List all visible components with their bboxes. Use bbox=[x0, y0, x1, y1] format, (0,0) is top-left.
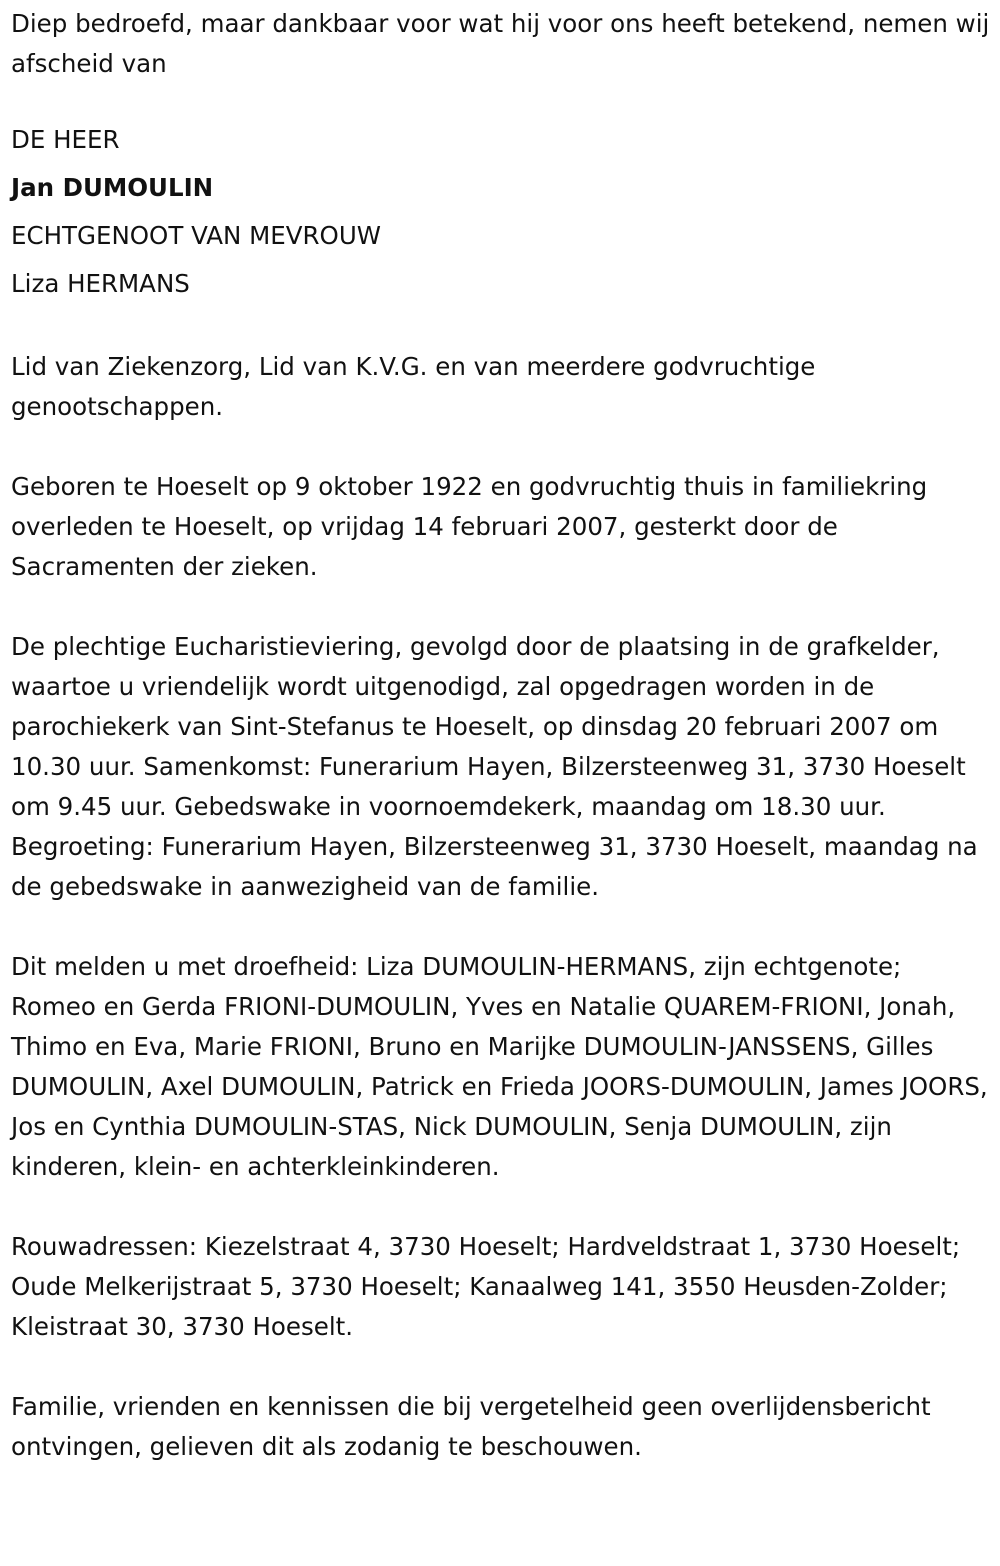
birth-death-text: Geboren te Hoeselt op 9 oktober 1922 en godvruchtig thuis in familiekring overleden te Hoeselt, op vrijdag 14 februari 2007, gesterkt door de Sacramenten der zieken. bbox=[11, 472, 928, 581]
membership-text: Lid van Ziekenzorg, Lid van K.V.G. en van meerdere godvruchtige genootschappen. bbox=[11, 352, 816, 421]
spouse-name: Liza HERMANS bbox=[11, 269, 190, 298]
deceased-name: Jan DUMOULIN bbox=[11, 173, 214, 202]
spouse-label: ECHTGENOOT VAN MEVROUW bbox=[11, 221, 382, 250]
closing-text: Familie, vrienden en kennissen die bij vergetelheid geen overlijdensbericht ontvingen, gelieven dit als zodanig te beschouwen. bbox=[11, 1392, 931, 1461]
intro-text: Diep bedroefd, maar dankbaar voor wat hij voor ons heeft betekend, nemen wij afscheid van bbox=[11, 9, 990, 78]
ceremony-text: De plechtige Eucharistieviering, gevolgd door de plaatsing in de grafkelder, waartoe u vriendelijk wordt uitgenodigd, zal opgedragen worden in de parochiekerk van Sint-Stefanus te Hoeselt, op dinsdag 20 februari 2007 om 10.30 uur. Samenkomst: Funerarium Hayen, Bilzersteenweg 31, 3730 Hoeselt om 9.45 uur. Gebedswake in voornoemdekerk, maandag om 18.30 uur. Begroeting: Funerarium Hayen, Bilzersteenweg 31, 3730 Hoeselt, maandag na de gebedswake in aanwezigheid van de familie. bbox=[11, 632, 978, 901]
family-text: Dit melden u met droefheid: Liza DUMOULIN-HERMANS, zijn echtgenote; Romeo en Gerda FRIONI-DUMOULIN, Yves en Natalie QUAREM-FRIONI, Jonah, Thimo en Eva, Marie FRIONI, Bruno en Marijke DUMOULIN-JANSSENS, Gilles DUMOULIN, Axel DUMOULIN, Patrick en Frieda JOORS-DUMOULIN, James JOORS, Jos en Cynthia DUMOULIN-STAS, Nick DUMOULIN, Senja DUMOULIN, zijn kinderen, klein- en achterkleinkinderen. bbox=[11, 952, 988, 1181]
addresses-text: Rouwadressen: Kiezelstraat 4, 3730 Hoeselt; Hardveldstraat 1, 3730 Hoeselt; Oude Melkerijstraat 5, 3730 Hoeselt; Kanaalweg 141, 3550 Heusden-Zolder; Kleistraat 30, 3730 Hoeselt. bbox=[11, 1232, 961, 1341]
title-line: DE HEER bbox=[11, 125, 120, 154]
